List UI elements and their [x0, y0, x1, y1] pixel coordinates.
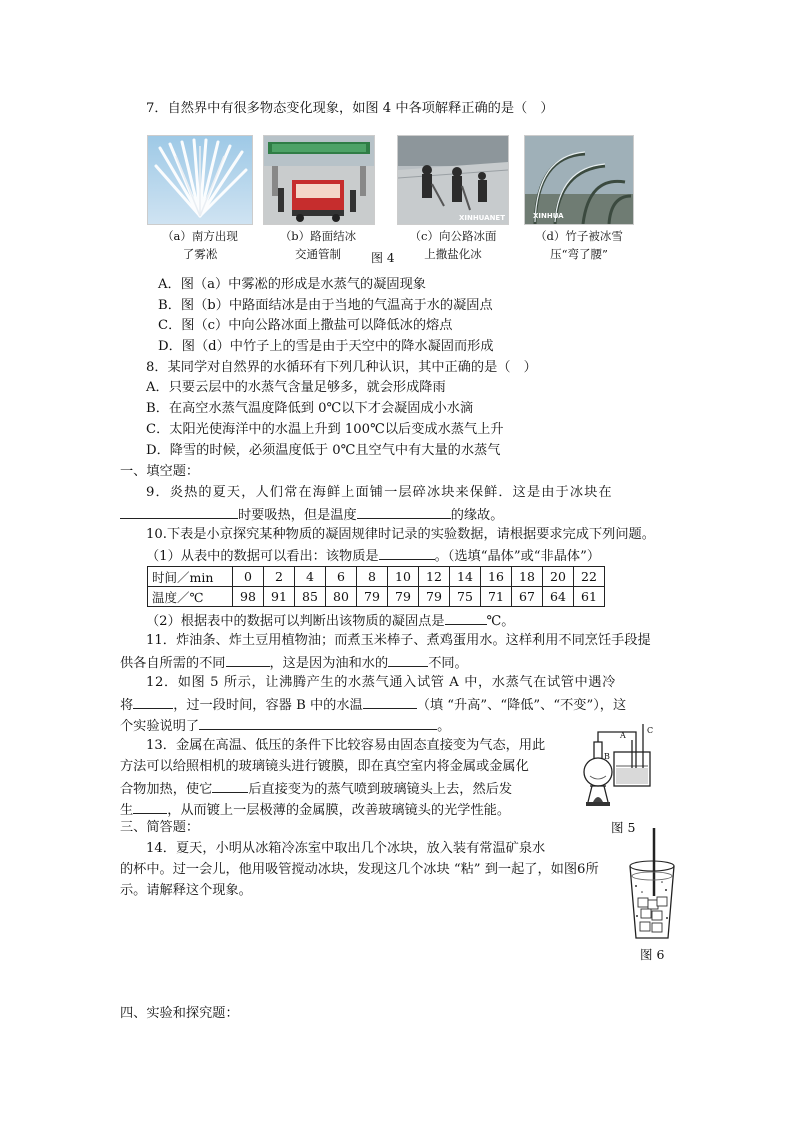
section-experiment-heading: 四、实验和探究题：: [120, 1006, 239, 1021]
q9-line2: [120, 504, 503, 526]
caption-c-line1: （c）向公路冰面: [409, 229, 497, 243]
table-cell: 61: [574, 587, 605, 607]
q13-text-a: 合物加热，使它: [120, 782, 213, 797]
table-cell: 8: [357, 567, 388, 587]
q9-line1: 9．炎热的夏天，人们常在海鲜上面铺一层碎冰块来保鲜．这是由于冰块在: [146, 485, 613, 500]
caption-d-line1: （d）竹子被冰雪: [535, 229, 623, 243]
fig5-tag-c: C: [647, 726, 654, 735]
figure-4-label: 图 4: [371, 251, 395, 265]
q7-option-d: D．图（d）中竹子上的雪是由于天空中的降水凝固而形成: [158, 339, 494, 354]
figure-6-glass: [622, 826, 682, 944]
table-cell: 71: [481, 587, 512, 607]
q12-text-c: （填 “升高”、“降低”、“不变”），这: [416, 698, 627, 713]
q12-text-e: 。: [437, 719, 451, 734]
fig5-tag-b: B: [604, 752, 610, 761]
q9-text-b: 的缘故。: [450, 508, 504, 523]
q14-line1: 14．夏天，小明从冰箱冷冻室中取出几个冰块，放入装有常温矿泉水: [146, 841, 546, 856]
caption-a-line2: 了雾凇: [182, 247, 218, 261]
section-fill-in-heading: 一、填空题：: [120, 464, 200, 479]
table-cell: 79: [357, 587, 388, 607]
photo-salting-road: [397, 135, 509, 225]
q13-text-c: 生: [120, 803, 134, 818]
table-cell: 18: [512, 567, 543, 587]
caption-d-line2: 压“弯了腰”: [550, 247, 608, 261]
q12-line3: [120, 715, 450, 737]
q11-text-a: 供各自所需的不同: [120, 656, 226, 671]
table-cell: 79: [388, 587, 419, 607]
caption-a-line1: （a）南方出现: [162, 229, 238, 243]
q10-sub1: [146, 545, 600, 567]
q13-line1: 13．金属在高温、低压的条件下比较容易由固态直接变为气态，用此: [146, 738, 546, 753]
table-header-time: 时间／min: [148, 567, 233, 587]
table-cell: 79: [419, 587, 450, 607]
q13-line2: 方法可以给照相机的玻璃镜头进行镀膜，即在真空室内将金属或金属化: [120, 759, 529, 774]
q12-line1: 12．如图 5 所示，让沸腾产生的水蒸气通入试管 A 中，水蒸气在试管中遇冷: [146, 675, 616, 690]
caption-c-line2: 上撒盐化冰: [424, 247, 482, 261]
q12-blank-3[interactable]: [199, 715, 437, 730]
table-cell: 6: [326, 567, 357, 587]
q12-text-d: 个实验说明了: [120, 719, 200, 734]
figure-5-label: 图 5: [611, 820, 636, 835]
table-cell: 67: [512, 587, 543, 607]
table-cell: 85: [295, 587, 326, 607]
q10-sub2-text-a: （2）根据表中的数据可以判断出该物质的凝固点是: [146, 614, 445, 629]
q12-text-b: ，过一段时间，容器 B 中的水温: [173, 698, 363, 713]
q8-stem: 8．某同学对自然界的水循环有下列几种认识，其中正确的是（ ）: [146, 360, 537, 375]
q7-stem: 7．自然界中有很多物态变化现象，如图 4 中各项解释正确的是（ ）: [146, 101, 554, 116]
caption-b-line1: （b）路面结冰: [279, 229, 357, 243]
table-cell: 80: [326, 587, 357, 607]
q11-text-b: ，这是因为油和水的: [269, 656, 389, 671]
q13-text-b: 后直接变为的蒸气喷到玻璃镜头上去，然后发: [248, 782, 513, 797]
table-cell: 64: [543, 587, 574, 607]
q9-text-a: 时要吸热，但是温度: [238, 508, 357, 523]
q11-line2: [120, 652, 468, 674]
section-short-answer-heading: 三、简答题：: [120, 820, 200, 835]
photo-rime: [147, 135, 253, 225]
caption-b-line2: 交通管制: [295, 247, 341, 261]
table-cell: 12: [419, 567, 450, 587]
q8-option-a: A．只要云层中的水蒸气含量足够多，就会形成降雨: [146, 380, 446, 395]
q10-sub2: [146, 610, 514, 632]
table-cell: 16: [481, 567, 512, 587]
fig5-tag-a: A: [620, 731, 626, 740]
table-header-temperature: 温度／℃: [148, 587, 233, 607]
q8-option-c: C．太阳光使海洋中的水温上升到 100℃以后变成水蒸气上升: [146, 422, 504, 437]
watermark-xinhua: XINHUA: [533, 212, 564, 220]
table-cell: 91: [264, 587, 295, 607]
q7-option-c: C．图（c）中向公路冰面上撒盐可以降低冰的熔点: [158, 318, 453, 333]
table-cell: 20: [543, 567, 574, 587]
figure-5-apparatus: [576, 722, 658, 814]
table-cell: 10: [388, 567, 419, 587]
table-row-time: [148, 567, 605, 587]
q12-line2: [120, 694, 626, 716]
q10-sub2-text-b: ℃。: [486, 614, 515, 629]
q7-option-a: A．图（a）中雾凇的形成是水蒸气的凝固现象: [158, 277, 426, 292]
q11-blank-2[interactable]: [388, 652, 428, 667]
table-cell: 14: [450, 567, 481, 587]
q9-blank-1[interactable]: [120, 504, 238, 519]
table-cell: 0: [233, 567, 264, 587]
table-cell: 4: [295, 567, 326, 587]
q11-line1: 11．炸油条、炸土豆用植物油；而煮玉米棒子、煮鸡蛋用水。这样利用不同烹饪手段提: [146, 633, 651, 648]
q12-text-a: 将: [120, 698, 134, 713]
q10-blank-crystal[interactable]: [379, 545, 435, 560]
data-table: [147, 566, 605, 607]
q13-text-d: ，从而镀上一层极薄的金属膜，改善玻璃镜头的光学性能。: [167, 803, 511, 818]
table-cell: 75: [450, 587, 481, 607]
table-cell: 2: [264, 567, 295, 587]
q12-blank-1[interactable]: [133, 694, 173, 709]
q11-blank-1[interactable]: [226, 652, 270, 667]
table-cell: 98: [233, 587, 264, 607]
q14-line3: 示。请解释这个现象。: [120, 883, 252, 898]
table-cell: 22: [574, 567, 605, 587]
q8-option-d: D．降雪的时候，必须温度低于 0℃且空气中有大量的水蒸气: [146, 443, 501, 458]
q11-text-c: 不同。: [428, 656, 468, 671]
q13-blank-1[interactable]: [212, 778, 248, 793]
q10-blank-freezing-point[interactable]: [445, 610, 487, 625]
q13-line3: [120, 778, 512, 800]
photo-bent-bamboo: [524, 135, 634, 225]
q7-option-b: B．图（b）中路面结冰是由于当地的气温高于水的凝固点: [158, 298, 493, 313]
q10-sub1-text-b: 。（选填“晶体”或“非晶体”）: [434, 549, 601, 564]
q10-line1: 10.下表是小京探究某种物质的凝固规律时记录的实验数据，请根据要求完成下列问题。: [146, 527, 655, 542]
q10-sub1-text-a: （1）从表中的数据可以看出：该物质是: [146, 549, 379, 564]
q12-blank-2[interactable]: [363, 694, 417, 709]
figure-6-label: 图 6: [640, 947, 665, 962]
photo-toll-gate: [263, 135, 375, 225]
q8-option-b: B．在高空水蒸气温度降低到 0℃以下才会凝固成小水滴: [146, 401, 474, 416]
q9-blank-2[interactable]: [357, 504, 451, 519]
q14-line2: 的杯中。过一会儿，他用吸管搅动冰块，发现这几个冰块 “粘” 到一起了，如图6所: [120, 862, 599, 877]
watermark-xinhuanet: XINHUANET: [458, 214, 505, 222]
q13-blank-2[interactable]: [133, 799, 167, 814]
table-row-temperature: [148, 587, 605, 607]
